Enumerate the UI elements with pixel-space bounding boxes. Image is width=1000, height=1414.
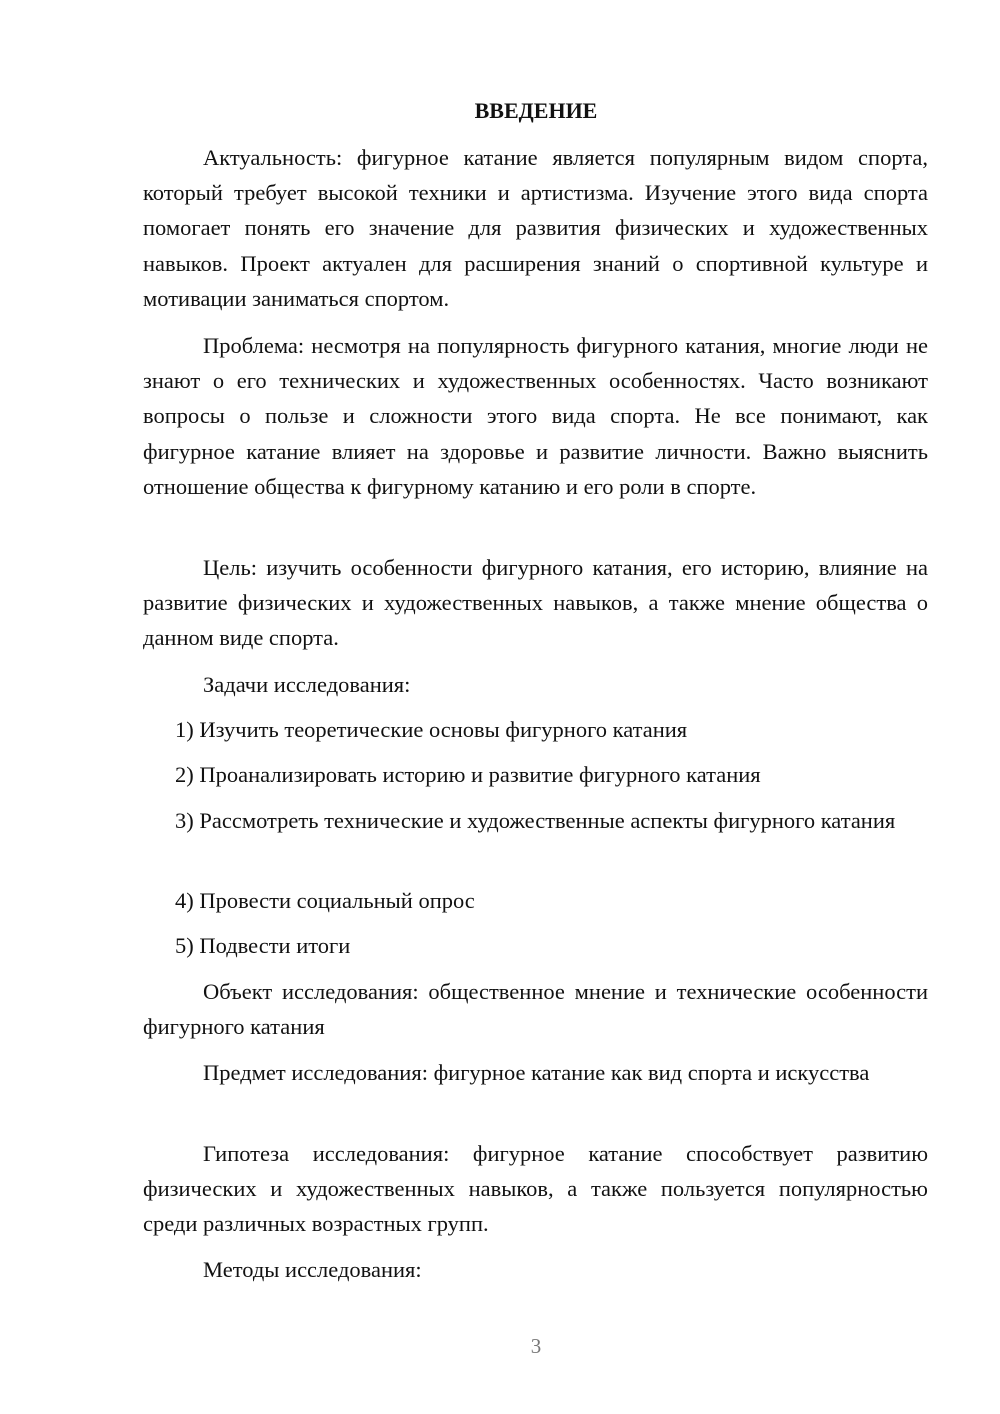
- page-number: 3: [530, 1334, 542, 1358]
- goal-paragraph: Цель: изучить особенности фигурного катания, его историю, влияние на развитие физических и художественных навыков, а также мнение общества о данном виде спорта.: [143, 555, 928, 651]
- task-item-5: 5) Подвести итоги: [175, 933, 351, 958]
- research-object-paragraph: Объект исследования: общественное мнение и технические особенности фигурного катания: [143, 979, 928, 1040]
- hypothesis-paragraph: Гипотеза исследования: фигурное катание способствует развитию физических и художественных навыков, а также пользуется популярностью среди различных возрастных групп.: [143, 1141, 928, 1237]
- task-item-4: 4) Провести социальный опрос: [175, 888, 475, 913]
- tasks-heading: Задачи исследования:: [203, 672, 411, 697]
- research-subject-paragraph: Предмет исследования: фигурное катание как вид спорта и искусства: [203, 1060, 870, 1085]
- methods-heading: Методы исследования:: [203, 1257, 422, 1282]
- problem-paragraph: Проблема: несмотря на популярность фигурного катания, многие люди не знают о его технических и художественных особенностях. Часто возникают вопросы о пользе и сложности этого вида спорта. Не все понимают, как фигурное катание влияет на здоровье и развитие личности. Важно выяснить отношение общества к фигурному катанию и его роли в спорте.: [143, 333, 928, 499]
- task-item-3: 3) Рассмотреть технические и художественные аспекты фигурного катания: [175, 808, 896, 833]
- task-item-2: 2) Проанализировать историю и развитие фигурного катания: [175, 762, 761, 787]
- section-heading: ВВЕДЕНИЕ: [474, 98, 598, 123]
- relevance-paragraph: Актуальность: фигурное катание является популярным видом спорта, который требует высокой техники и артистизма. Изучение этого вида спорта помогает понять его значение для развития физических и художественных навыков. Проект актуален для расширения знаний о спортивной культуре и мотивации заниматься спортом.: [143, 145, 928, 311]
- task-item-1: 1) Изучить теоретические основы фигурного катания: [175, 717, 688, 742]
